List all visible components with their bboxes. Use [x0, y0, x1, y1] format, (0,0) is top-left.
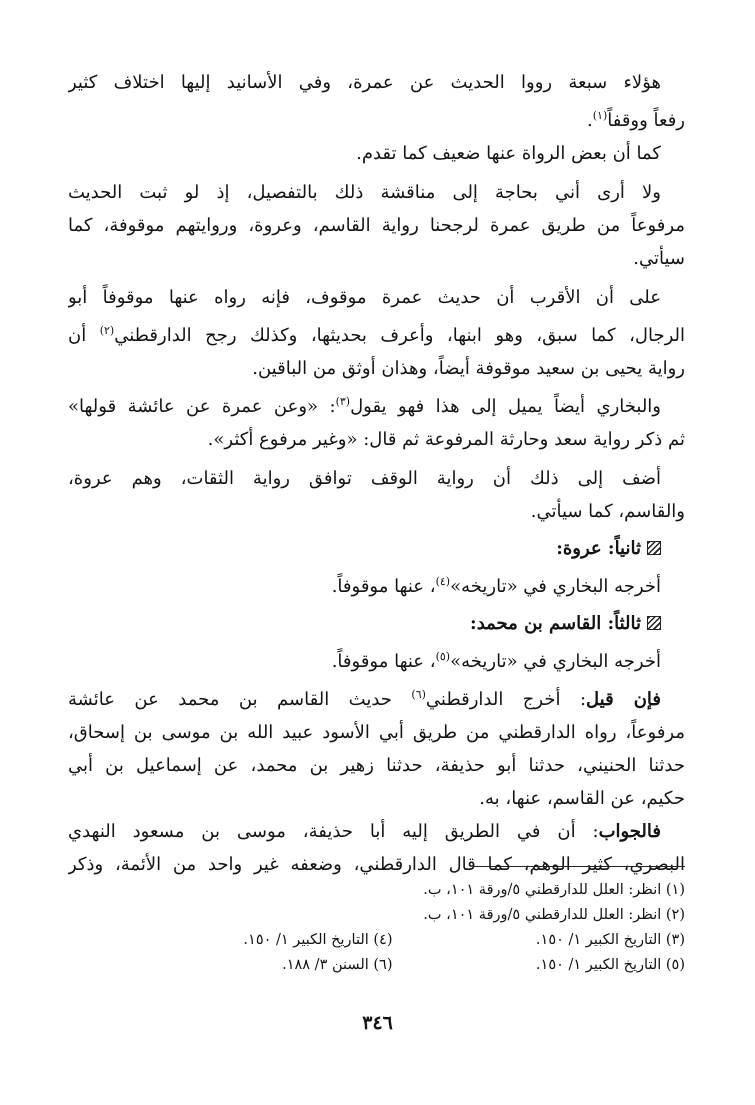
text-run: والبخاري أيضاً يميل إلى هذا فهو يقول — [350, 396, 661, 417]
text-run: رفعاً ووقفاً — [607, 110, 685, 131]
text-line — [68, 565, 685, 603]
text-run: . — [586, 110, 593, 131]
text-line: والقاسم، كما سيأتي. — [530, 501, 685, 522]
footnote: (٢) انظر: العلل للدارقطني ٥/ورقة ١٠١، ب. — [423, 907, 685, 923]
text-line: البصري، كثير الوهم، كما قال الدارقطني، وضعفه غير واحد من الأئمة، وذكر — [68, 854, 685, 875]
footnote-ref[interactable]: (٦) — [411, 688, 426, 701]
section-heading-urwa — [68, 532, 685, 565]
bookmark-icon — [647, 616, 661, 630]
footnote: (٥) التاريخ الكبير ١/ ١٥٠. — [535, 957, 685, 973]
text-line — [68, 314, 685, 352]
footnote: (٦) السنن ٣/ ١٨٨. — [282, 957, 393, 973]
text-run: حديث القاسم بن محمد عن عائشة — [68, 689, 412, 710]
text-line: كما أن بعض الرواة عنها ضعيف كما تقدم. — [356, 143, 661, 164]
bookmark-icon — [647, 541, 661, 555]
text-run: : أن في الطريق إليه أبا حذيفة، موسى بن مسعود النهدي — [68, 821, 599, 842]
heading-text: ثانياً: عروة: — [556, 538, 641, 559]
footnote: (١) انظر: العلل للدارقطني ٥/ورقة ١٠١، ب. — [423, 882, 685, 898]
text-line — [68, 678, 685, 716]
text-line: ولا أرى أني بحاجة إلى مناقشة ذلك بالتفصيل، إذ لو ثبت الحديث — [68, 182, 661, 203]
section-heading-qasim — [68, 607, 685, 640]
keyword: فالجواب — [598, 821, 661, 842]
text-run: الرجال، كما سبق، وهو ابنها، وأعرف بحديثها، وكذلك رجح الدارقطني — [114, 325, 685, 346]
footnote-ref[interactable]: (٤) — [435, 575, 451, 588]
footnote-ref[interactable]: (٥) — [435, 650, 451, 663]
text-line: حكيم، عن القاسم، عنها، به. — [479, 788, 685, 809]
text-line: أضف إلى ذلك أن رواية الوقف توافق رواية الثقات، وهم عروة، — [68, 468, 661, 489]
text-line: مرفوعاً، رواه الدارقطني من طريق أبي الأسود عبيد الله بن موسى بن إسحاق، — [68, 722, 685, 743]
text-run: : أخرج الدارقطني — [425, 689, 587, 710]
text-line: مرفوعاً من طريق عمرة لرجحنا رواية القاسم، وعروة، وروايتهم موقوفة، كما — [68, 215, 685, 236]
footnote-row — [100, 928, 685, 953]
text-line: سيأتي. — [633, 248, 685, 269]
footnote-ref[interactable]: (١) — [592, 109, 608, 122]
main-text — [68, 66, 685, 881]
page-number: ٣٤٦ — [362, 1012, 393, 1034]
text-line — [68, 99, 685, 137]
footnote: (٣) التاريخ الكبير ١/ ١٥٠. — [535, 932, 685, 948]
text-run: ، عنها موقوفاً. — [331, 576, 436, 597]
footnote: (٤) التاريخ الكبير ١/ ١٥٠. — [243, 932, 393, 948]
footnote-ref[interactable]: (٢) — [99, 324, 115, 337]
keyword: فإن قيل — [586, 689, 661, 710]
footnotes — [100, 878, 685, 978]
text-line: هؤلاء سبعة رووا الحديث عن عمرة، وفي الأسانيد إليها اختلاف كثير — [68, 72, 661, 93]
text-line: رواية يحيى بن سعيد موقوفة أيضاً، وهذان أوثق من الباقين. — [252, 358, 685, 379]
text-line: ثم ذكر رواية سعد وحارثة المرفوعة ثم قال: «وغير مرفوع أكثر». — [207, 429, 685, 450]
heading-text: ثالثاً: القاسم بن محمد: — [470, 613, 641, 634]
text-run: ، عنها موقوفاً. — [331, 651, 436, 672]
footnote-ref[interactable]: (٣) — [335, 395, 351, 408]
text-line: على أن الأقرب أن حديث عمرة موقوف، فإنه رواه عنها موقوفاً أبو — [68, 287, 661, 308]
text-run: أخرجه البخاري في «تاريخه» — [450, 576, 661, 597]
text-run: أن — [68, 325, 100, 346]
text-run: : «وعن عمرة عن عائشة قولها» — [68, 396, 336, 417]
footnote-row — [100, 953, 685, 978]
text-line — [68, 385, 685, 423]
text-run: أخرجه البخاري في «تاريخه» — [450, 651, 661, 672]
text-line — [68, 815, 685, 848]
text-line — [68, 640, 685, 678]
text-line: حدثنا الحنيني، حدثنا أبو حذيفة، حدثنا زهير بن محمد، عن إسماعيل بن أبي — [68, 755, 685, 776]
footnote-divider — [473, 866, 685, 867]
